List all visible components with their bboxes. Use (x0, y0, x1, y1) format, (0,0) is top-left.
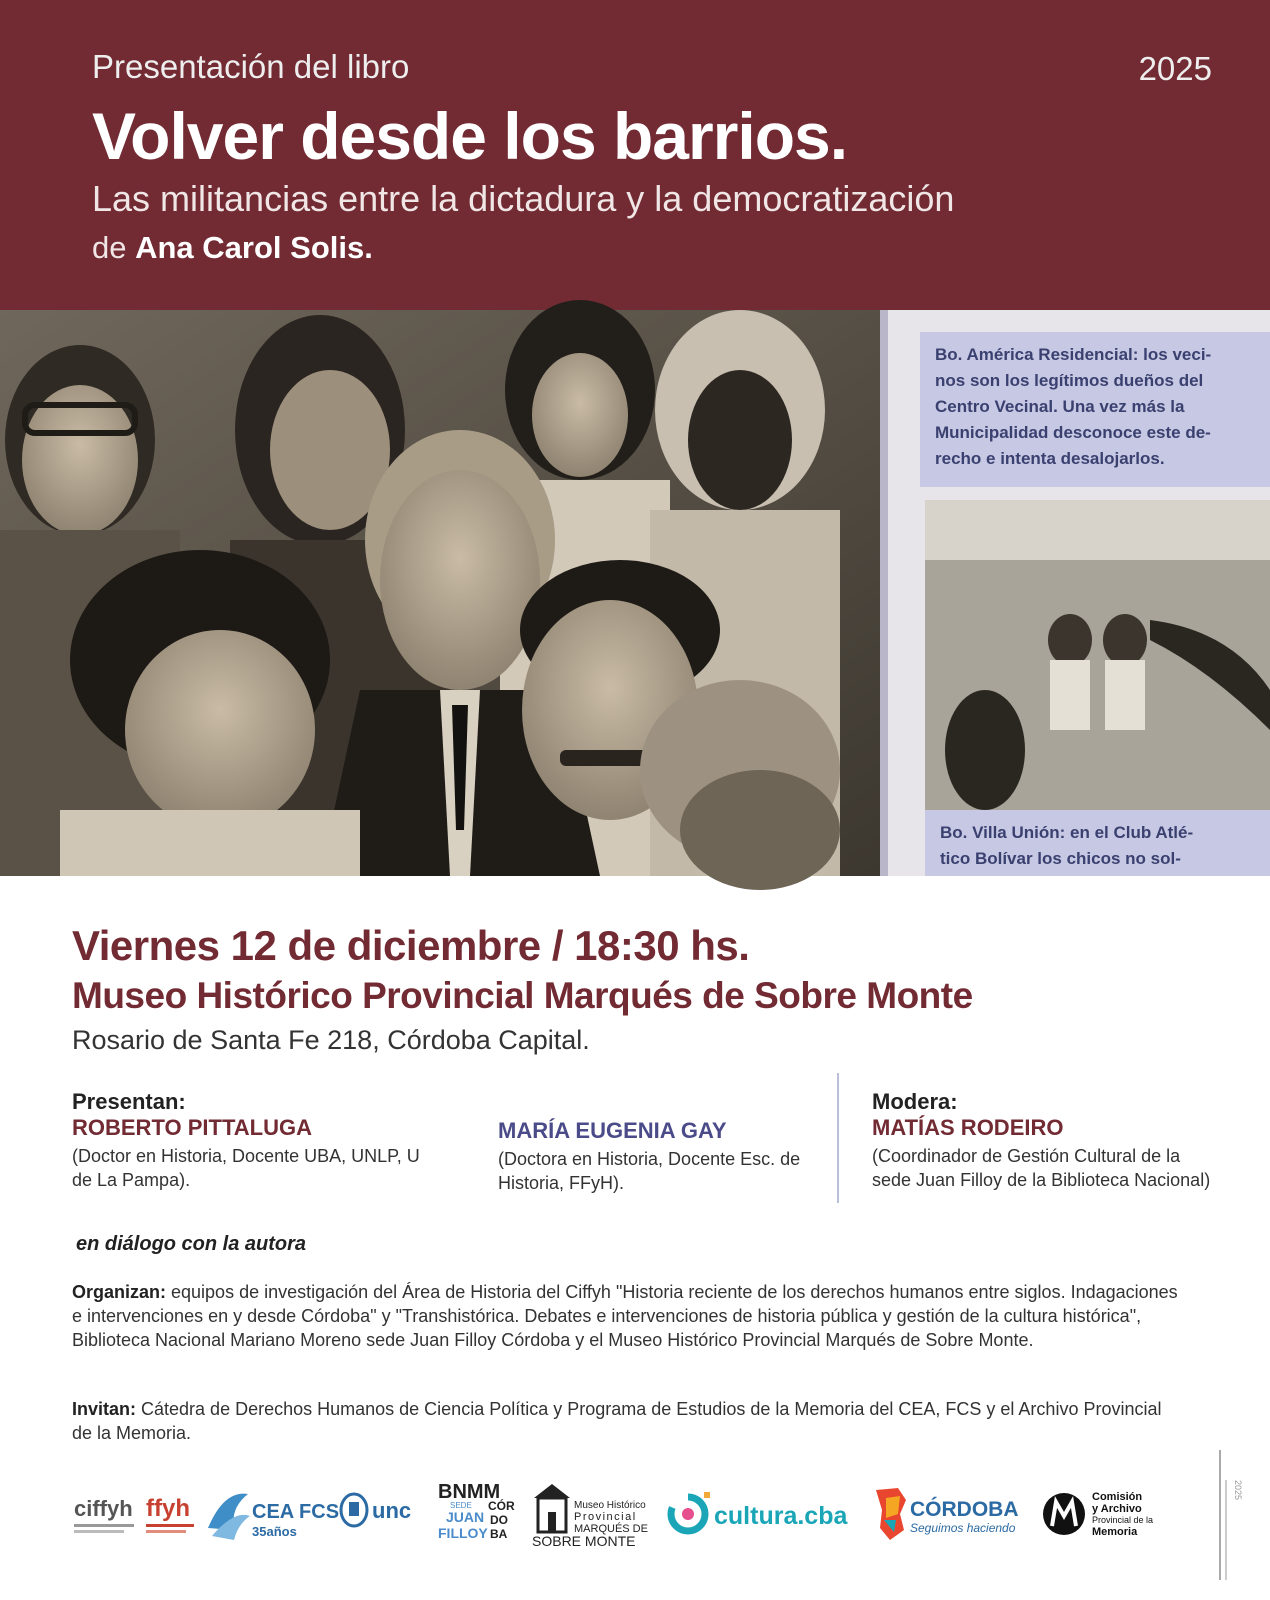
comision-line-2: y Archivo (1092, 1503, 1142, 1515)
bnmm-filloy: FILLOY (438, 1525, 488, 1541)
cordoba-text: CÓRDOBA (910, 1498, 1019, 1521)
moderator-desc: (Coordinador de Gestión Cultural de la sede Juan Filloy de la Biblioteca Nacional) (872, 1146, 1211, 1190)
moderator-name: MATÍAS RODEIRO (872, 1115, 1064, 1140)
author-name: Ana Carol Solis. (135, 230, 373, 265)
news-caption-2-line-2: tico Bolívar los chicos no sol- (940, 849, 1181, 868)
bnmm-sede: SEDE (450, 1501, 472, 1510)
presenter-2-name: MARÍA EUGENIA GAY (498, 1118, 727, 1143)
bnmm-logo (436, 1480, 516, 1570)
cover-photo (0, 310, 1270, 876)
presenter-2 (498, 1117, 818, 1195)
event-address: Rosario de Santa Fe 218, Córdoba Capital. (72, 1025, 590, 1055)
unc-logo (340, 1480, 422, 1570)
ffyh-logo-text: ffyh (146, 1495, 190, 1522)
comision-line-4: Memoria (1092, 1526, 1138, 1538)
bnmm-do: DO (490, 1513, 508, 1527)
cordoba-logo (872, 1480, 1018, 1570)
ciffyh-logo (72, 1480, 138, 1570)
event-date: Viernes 12 de diciembre / 18:30 hs. (72, 922, 750, 969)
institutional-print-mark (1213, 1440, 1241, 1590)
bnmm-juan: JUAN (446, 1509, 485, 1525)
organizers-paragraph (72, 1280, 1182, 1352)
sponsor-logos (72, 1480, 1192, 1570)
kicker: Presentación del libro (92, 48, 410, 85)
side-year: 2025 (1233, 1480, 1243, 1501)
invite-text: Cátedra de Derechos Humanos de Ciencia Política y Programa de Estudios de la Memoria del CEA, FCS y el Archivo Provincial de la Memoria. (72, 1399, 1162, 1443)
cultura-cba-logo (668, 1480, 850, 1570)
museo-line-4: SOBRE MONTE (532, 1533, 636, 1549)
event-venue: Museo Histórico Provincial Marqués de Sobre Monte (72, 975, 973, 1016)
presenter-1-desc: (Doctor en Historia, Docente UBA, UNLP, U de La Pampa). (72, 1146, 420, 1190)
presenter-1-name: ROBERTO PITTALUGA (72, 1115, 312, 1140)
year: 2025 (1138, 50, 1212, 87)
invite-label: Invitan: (72, 1399, 137, 1419)
dialog-note: en diálogo con la autora (76, 1233, 307, 1255)
news-caption-1-line-5: recho e intenta desalojarlos. (935, 449, 1165, 468)
comision-line-3: Provincial de la (1092, 1515, 1154, 1525)
archivo-memoria-logo (1040, 1480, 1166, 1570)
ciffyh-logo-text: ciffyh (74, 1496, 133, 1521)
bnmm-cor: CÓR (488, 1499, 515, 1513)
news-caption-1-line-2: nos son los legítimos dueños del (935, 371, 1204, 390)
museo-line-3: MARQUÉS DE (574, 1523, 648, 1535)
news-caption-2-line-1: Bo. Villa Unión: en el Club Atlé- (940, 823, 1194, 842)
moderator (872, 1090, 1212, 1192)
invite-paragraph (72, 1397, 1182, 1445)
book-subtitle: Las militancias entre la dictadura y la democratización (92, 178, 955, 219)
author-line (92, 230, 373, 266)
author-prefix: de (92, 230, 136, 265)
cea-fcs-logo (204, 1480, 340, 1570)
cordoba-slogan: Seguimos haciendo (910, 1521, 1016, 1535)
presenter-2-desc: (Doctora en Historia, Docente Esc. de Historia, FFyH). (498, 1149, 801, 1193)
news-caption-1-line-1: Bo. América Residencial: los veci- (935, 345, 1212, 364)
moderator-label: Modera: (872, 1089, 958, 1114)
presenters-label: Presentan: (72, 1089, 186, 1114)
museo-line-2: Provincial (574, 1511, 637, 1523)
ffyh-logo (144, 1480, 200, 1570)
unc-text: unc (372, 1498, 412, 1523)
news-caption-1-line-4: Municipalidad desconoce este de- (935, 423, 1211, 442)
cea-fcs-text: CEA FCS (252, 1501, 340, 1523)
bnmm-ba: BA (490, 1527, 508, 1541)
news-caption-1-line-3: Centro Vecinal. Una vez más la (935, 397, 1185, 416)
museo-line-1: Museo Histórico (574, 1500, 646, 1511)
cea-fcs-years: 35años (252, 1524, 297, 1539)
book-title: Volver desde los barrios. (92, 99, 848, 173)
comision-line-1: Comisión (1092, 1491, 1143, 1503)
presenter-1 (72, 1090, 432, 1192)
column-divider (837, 1073, 839, 1203)
museo-logo (530, 1480, 658, 1570)
bnmm-text: BNMM (438, 1481, 501, 1503)
cultura-cba-text: cultura.cba (714, 1502, 848, 1530)
header-banner (0, 0, 1270, 310)
organizers-label: Organizan: (72, 1282, 167, 1302)
organizers-text: equipos de investigación del Área de Historia del Ciffyh "Historia reciente de los derechos humanos entre siglos. Indagaciones e intervenciones en y desde Córdoba" y "Transhistórica. Debates e intervenciones de historia pública y gestión de la cultura histórica", Biblioteca Nacional Mariano Moreno sede Juan Filloy Córdoba y el Museo Histórico Provincial Marqués de Sobre Monte. (72, 1282, 1178, 1350)
